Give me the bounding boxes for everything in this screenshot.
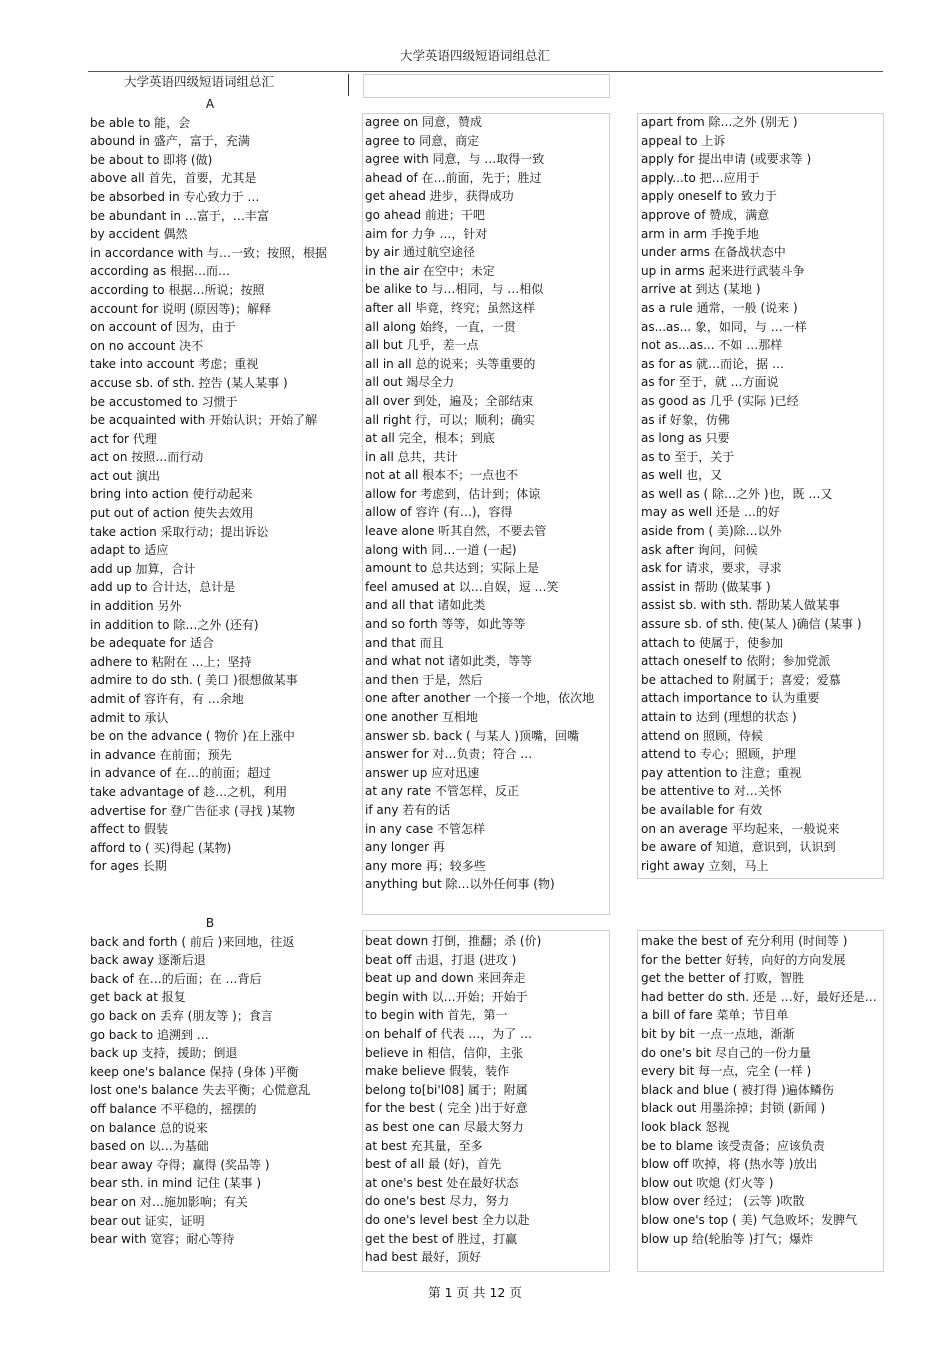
phrase-entry: get the best of 胜过，打赢: [365, 1231, 518, 1246]
phrase-entry: in all 总共，共计: [365, 449, 458, 464]
phrase-entry: any more 再；较多些: [365, 858, 486, 873]
phrase-entry: go back on 丢弃 (朋友等 )；食言: [90, 1008, 273, 1023]
phrase-entry: blow over 经过； (云等 )吹散: [641, 1194, 805, 1209]
phrase-entry: be alike to 与…相同，与 …相似: [365, 282, 544, 297]
phrase-entry: take action 采取行动；提出诉讼: [90, 524, 269, 539]
phrase-entry: do one's level best 全力以赴: [365, 1212, 530, 1227]
phrase-entry: at one's best 处在最好状态: [365, 1175, 519, 1190]
phrase-entry: be available for 有效: [641, 802, 763, 817]
phrase-entry: if any 若有的话: [365, 802, 451, 817]
phrase-entry: amount to 总共达到；实际上是: [365, 561, 539, 576]
phrase-entry: attach importance to 认为重要: [641, 691, 820, 706]
phrase-entry: according to 根据…所说；按照: [90, 282, 265, 297]
phrase-entry: assist sb. with sth. 帮助某人做某事: [641, 598, 840, 613]
phrase-entry: back away 逐渐后退: [90, 953, 206, 968]
phrase-entry: bring into action 使行动起来: [90, 487, 253, 502]
phrase-entry: feel amused at 以…自娱，逗 …笑: [365, 579, 559, 594]
phrase-entry: answer for 对…负责；符合 …: [365, 747, 533, 762]
phrase-entry: as...as... 象，如同，与 …一样: [641, 319, 807, 334]
phrase-entry: anything but 除…以外任何事 (物): [365, 877, 555, 892]
section-letter: B: [205, 916, 215, 930]
phrase-entry: in addition to 除…之外 (还有): [90, 617, 259, 632]
phrase-entry: go back to 追溯到 …: [90, 1027, 209, 1042]
phrase-entry: black and blue ( 被打得 )遍体鳞伤: [641, 1082, 834, 1097]
phrase-entry: approve of 赞成，满意: [641, 207, 770, 222]
phrase-entry: as best one can 尽最大努力: [365, 1119, 524, 1134]
phrase-entry: at any rate 不管怎样，反正: [365, 784, 519, 799]
phrase-entry: in the air 在空中；未定: [365, 263, 495, 278]
phrase-entry: get back at 报复: [90, 990, 186, 1005]
phrase-entry: to begin with 首先，第一: [365, 1008, 508, 1023]
phrase-entry: agree with 同意，与 …取得一致: [365, 152, 545, 167]
phrase-entry: as a rule 通常，一般 (说来 ): [641, 300, 798, 315]
phrase-entry: lost one's balance 失去平衡；心慌意乱: [90, 1083, 311, 1098]
phrase-entry: apply...to 把…应用于: [641, 170, 760, 185]
phrase-entry: as well as ( 除…之外 )也，既 …又: [641, 486, 833, 501]
phrase-entry: in accordance with 与…一致；按照，根据: [90, 245, 328, 260]
phrase-entry: above all 首先，首要，尤其是: [90, 171, 257, 186]
section-subtitle: 大学英语四级短语词组总汇: [124, 74, 275, 89]
phrase-entry: according as 根据…而…: [90, 264, 231, 279]
phrase-entry: be about to 即将 (做): [90, 152, 213, 167]
phrase-entry: and that 而且: [365, 635, 444, 650]
phrase-entry: along with 同…一道 (一起): [365, 542, 517, 557]
phrase-entry: up in arms 起来进行武装斗争: [641, 263, 805, 278]
phrase-entry: all right 行，可以；顺利；确实: [365, 412, 535, 427]
phrase-entry: leave alone 听其自然，不要去管: [365, 524, 547, 539]
phrase-entry: bit by bit 一点一点地，渐渐: [641, 1026, 795, 1041]
phrase-entry: blow one's top ( 美) 气急败坏；发脾气: [641, 1212, 858, 1227]
phrase-entry: afford to ( 买)得起 (某物): [90, 840, 232, 855]
phrase-entry: admit to 承认: [90, 710, 169, 725]
phrase-entry: act out 演出: [90, 468, 160, 483]
phrase-entry: apply oneself to 致力于: [641, 189, 778, 204]
empty-header-box: [363, 74, 610, 98]
phrase-entry: every bit 每一点，完全 (一样 ): [641, 1064, 812, 1079]
phrase-entry: be attached to 附属于；喜爱；爱慕: [641, 672, 841, 687]
phrase-entry: arm in arm 手挽手地: [641, 226, 759, 241]
phrase-entry: based on 以…为基础: [90, 1139, 209, 1154]
bottom-column-3: [641, 932, 881, 1248]
phrase-entry: get the better of 打败，智胜: [641, 971, 804, 986]
phrase-entry: answer sb. back ( 与某人 )顶嘴，回嘴: [365, 728, 579, 743]
phrase-entry: on balance 总的说来: [90, 1120, 208, 1135]
phrase-entry: attend on 照顾，侍候: [641, 728, 763, 743]
top-column-3: [641, 113, 881, 875]
phrase-entry: answer up 应对迅速: [365, 765, 480, 780]
phrase-entry: bear sth. in mind 记住 (某事 ): [90, 1176, 262, 1191]
phrase-entry: apply for 提出申请 (或要求等 ): [641, 152, 812, 167]
phrase-entry: as well 也，又: [641, 468, 723, 483]
phrase-entry: any longer 再: [365, 840, 445, 855]
phrase-entry: look black 怒视: [641, 1119, 730, 1134]
phrase-entry: adhere to 粘附在 …上；坚持: [90, 654, 252, 669]
phrase-entry: as for 至于，就 …方面说: [641, 375, 779, 390]
phrase-entry: not at all 根本不；一点也不: [365, 468, 519, 483]
phrase-entry: on behalf of 代表 …，为了 …: [365, 1026, 533, 1041]
phrase-entry: all along 始终，一直，一贯: [365, 319, 516, 334]
phrase-entry: agree on 同意，赞成: [365, 115, 482, 129]
phrase-entry: appeal to 上诉: [641, 133, 726, 148]
phrase-entry: believe in 相信，信仰，主张: [365, 1045, 524, 1060]
phrase-entry: be accustomed to 习惯于: [90, 394, 238, 409]
phrase-entry: as good as 几乎 (实际 )已经: [641, 393, 799, 408]
top-column-2: [365, 113, 605, 894]
phrase-entry: by air 通过航空途径: [365, 245, 475, 260]
phrase-entry: black out 用墨涂掉；封锁 (新闻 ): [641, 1101, 826, 1116]
phrase-entry: add up to 合计达，总计是: [90, 580, 236, 595]
phrase-entry: do one's bit 尽自己的一份力量: [641, 1045, 811, 1060]
phrase-entry: apart from 除…之外 (别无 ): [641, 115, 798, 129]
phrase-entry: in advance 在前面；预先: [90, 747, 232, 762]
phrase-entry: act for 代理: [90, 431, 157, 446]
phrase-entry: add up 加算，合计: [90, 561, 196, 576]
phrase-entry: and all that 诸如此类: [365, 598, 486, 613]
phrase-entry: one another 互相地: [365, 710, 478, 724]
phrase-entry: agree to 同意，商定: [365, 133, 480, 148]
phrase-entry: right away 立刻，马上: [641, 858, 769, 873]
phrase-entry: on no account 决不: [90, 338, 204, 353]
phrase-entry: aim for 力争 …，针对: [365, 226, 488, 241]
phrase-entry: advertise for 登广告征求 (寻找 )某物: [90, 803, 296, 818]
phrase-entry: by accident 偶然: [90, 227, 188, 242]
phrase-entry: be abundant in …富于，…丰富: [90, 208, 269, 223]
phrase-entry: off balance 不平稳的，摇摆的: [90, 1101, 257, 1116]
phrase-entry: be absorbed in 专心致力于 …: [90, 189, 260, 204]
phrase-entry: as long as 只要: [641, 431, 730, 446]
phrase-entry: as to 至于，关于: [641, 449, 735, 464]
phrase-entry: blow out 吹熄 (灯火等 ): [641, 1175, 774, 1190]
phrase-entry: beat off 击退，打退 (进攻 ): [365, 952, 517, 967]
phrase-entry: bear away 夺得；赢得 (奖品等 ): [90, 1157, 270, 1172]
phrase-entry: back up 支持，援助；倒退: [90, 1046, 238, 1061]
bottom-column-2: [365, 932, 605, 1267]
page-footer: 第 1 页 共 12 页: [428, 1285, 522, 1300]
phrase-entry: on account of 因为，由于: [90, 320, 236, 335]
phrase-entry: back of 在…的后面；在 …背后: [90, 971, 262, 986]
phrase-entry: attend to 专心；照顾，护理: [641, 747, 797, 762]
phrase-entry: ask after 询问，问候: [641, 542, 758, 557]
phrase-entry: keep one's balance 保持 (身体 )平衡: [90, 1064, 299, 1079]
phrase-entry: take into account 考虑；重视: [90, 357, 259, 372]
column-divider: [348, 74, 349, 96]
phrase-entry: make believe 假装，装作: [365, 1064, 510, 1079]
phrase-entry: bear out 证实，证明: [90, 1213, 205, 1228]
phrase-entry: belong to[bi'l08] 属于；附属: [365, 1082, 528, 1097]
phrase-entry: account for 说明 (原因等)；解释: [90, 301, 272, 316]
phrase-entry: in any case 不管怎样: [365, 821, 486, 836]
phrase-entry: a bill of fare 菜单；节目单: [641, 1008, 789, 1023]
phrase-entry: all in all 总的说来；头等重要的: [365, 356, 536, 371]
phrase-entry: ahead of 在…前面，先于；胜过: [365, 170, 542, 185]
top-column-1: [90, 95, 330, 876]
phrase-entry: make the best of 充分利用 (时间等 ): [641, 934, 848, 948]
phrase-entry: take advantage of 趁…之机，利用: [90, 784, 288, 799]
phrase-entry: do one's best 尽力，努力: [365, 1194, 510, 1209]
phrase-entry: act on 按照…而行动: [90, 450, 204, 465]
phrase-entry: attain to 达到 (理想的状态 ): [641, 710, 797, 724]
phrase-entry: not as...as... 不如 …那样: [641, 338, 783, 353]
phrase-entry: had best 最好，顶好: [365, 1250, 482, 1265]
phrase-entry: be attentive to 对…关怀: [641, 784, 782, 799]
phrase-entry: assure sb. of sth. 使(某人 )确信 (某事 ): [641, 617, 862, 632]
phrase-entry: all but 几乎，差一点: [365, 338, 479, 353]
phrase-entry: as if 好象，仿佛: [641, 412, 730, 427]
phrase-entry: beat down 打倒，推翻；杀 (价): [365, 934, 542, 948]
phrase-entry: as for as 就…而论，据 …: [641, 356, 784, 371]
phrase-entry: aside from ( 美)除…以外: [641, 524, 782, 539]
bottom-column-1: [90, 914, 330, 1249]
phrase-entry: in advance of 在…的前面；超过: [90, 766, 271, 781]
phrase-entry: blow up 给(轮胎等 )打气；爆炸: [641, 1231, 814, 1246]
phrase-entry: blow off 吹掉，将 (热水等 )放出: [641, 1157, 818, 1172]
phrase-entry: for the better 好转，向好的方向发展: [641, 952, 846, 967]
phrase-entry: had better do sth. 还是 …好，最好还是…: [641, 989, 877, 1004]
phrase-entry: be on the advance ( 物价 )在上涨中: [90, 729, 295, 744]
phrase-entry: at best 充其量，至多: [365, 1138, 483, 1153]
phrase-entry: bear with 宽容；耐心等待: [90, 1232, 235, 1247]
phrase-entry: allow for 考虑到，估计到；体谅: [365, 486, 541, 501]
phrase-entry: assist in 帮助 (做某事 ): [641, 579, 771, 594]
phrase-entry: arrive at 到达 (某地 ): [641, 282, 761, 297]
section-letter: A: [205, 97, 215, 111]
phrase-entry: ask for 请求，要求，寻求: [641, 561, 782, 576]
phrase-entry: attach oneself to 依附；参加党派: [641, 654, 831, 669]
phrase-entry: put out of action 使失去效用: [90, 506, 254, 521]
phrase-entry: adapt to 适应: [90, 543, 169, 558]
phrase-entry: pay attention to 注意；重视: [641, 765, 802, 780]
phrase-entry: all out 竭尽全力: [365, 375, 455, 390]
phrase-entry: bear on 对…施加影响；有关: [90, 1194, 248, 1209]
phrase-entry: in addition 另外: [90, 599, 182, 614]
phrase-entry: be adequate for 适合: [90, 636, 214, 651]
phrase-entry: be able to 能，会: [90, 115, 191, 130]
phrase-entry: one after another 一个接一个地，依次地: [365, 691, 595, 706]
phrase-entry: on an average 平均起来，一般说来: [641, 821, 840, 836]
phrase-entry: go ahead 前进；干吧: [365, 207, 485, 222]
phrase-entry: under arms 在备战状态中: [641, 245, 786, 260]
phrase-entry: be acquainted with 开始认识；开始了解: [90, 413, 318, 428]
phrase-entry: be to blame 该受责备；应该负责: [641, 1138, 825, 1153]
phrase-entry: and what not 诸如此类，等等: [365, 654, 533, 669]
phrase-entry: and so forth 等等，如此等等: [365, 617, 526, 632]
phrase-entry: may as well 还是 …的好: [641, 505, 780, 520]
phrase-entry: affect to 假装: [90, 822, 168, 837]
phrase-entry: for ages 长期: [90, 859, 167, 874]
page-header: 大学英语四级短语词组总汇: [399, 48, 550, 63]
phrase-entry: best of all 最 (好)，首先: [365, 1157, 502, 1172]
phrase-entry: get ahead 进步，获得成功: [365, 189, 514, 204]
phrase-entry: for the best ( 完全 )出于好意: [365, 1101, 528, 1116]
phrase-entry: beat up and down 来回奔走: [365, 971, 526, 986]
phrase-entry: attach to 使属于，使参加: [641, 635, 783, 650]
phrase-entry: abound in 盛产，富于，充满: [90, 134, 250, 149]
phrase-entry: and then 于是，然后: [365, 672, 483, 687]
phrase-entry: be aware of 知道，意识到，认识到: [641, 840, 836, 855]
phrase-entry: accuse sb. of sth. 控告 (某人某事 ): [90, 375, 288, 390]
phrase-entry: allow of 容许 (有…)，容得: [365, 505, 513, 520]
phrase-entry: at all 完全，根本；到底: [365, 431, 495, 446]
phrase-entry: admit of 容许有，有 …余地: [90, 692, 244, 706]
phrase-entry: admire to do sth. ( 美口 )很想做某事: [90, 673, 298, 688]
phrase-entry: all over 到处，遍及；全部结束: [365, 393, 534, 408]
phrase-entry: after all 毕竟，终究；虽然这样: [365, 300, 536, 315]
phrase-entry: begin with 以…开始；开始于: [365, 989, 528, 1004]
phrase-entry: back and forth ( 前后 )来回地，往返: [90, 934, 295, 949]
